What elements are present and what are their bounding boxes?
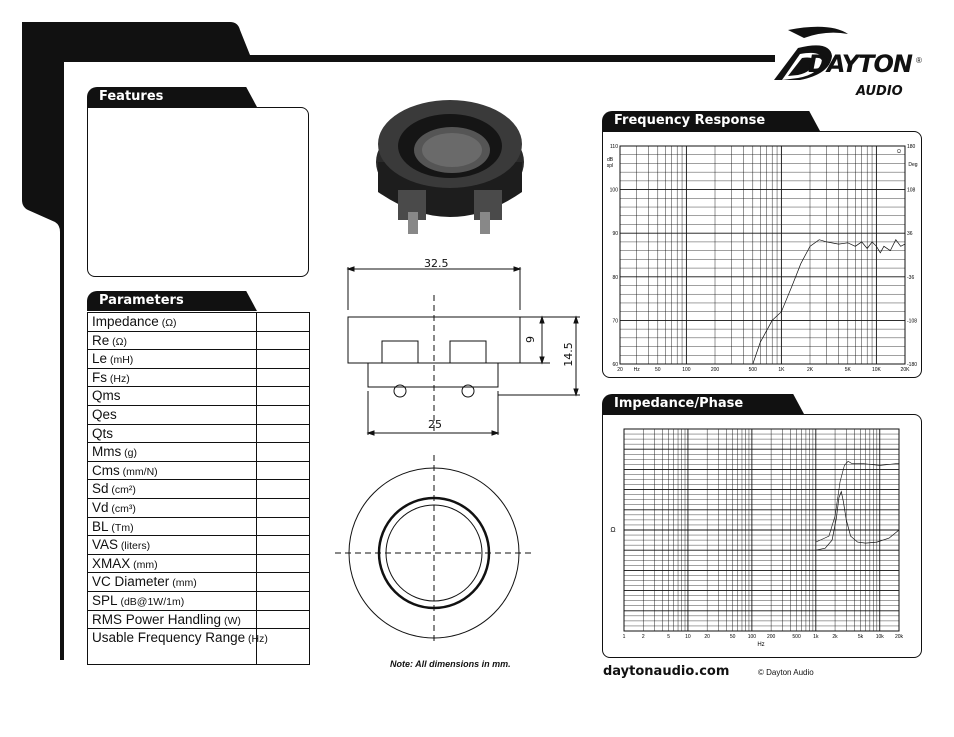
freq-x-tick: 2K [806, 367, 814, 373]
logo-line2: AUDIO [856, 84, 903, 99]
parameter-value [257, 555, 309, 573]
logo-line1: DAYTON [808, 50, 912, 78]
parameter-unit: (mm) [169, 577, 197, 590]
freq-y-left-tick: 80 [612, 274, 618, 281]
parameter-name: SPL [92, 592, 118, 608]
copyright: © Dayton Audio [758, 668, 814, 677]
impedance-phase-chart [603, 415, 921, 657]
parameter-name: Cms [92, 462, 120, 478]
parameter-row [88, 629, 309, 664]
parameter-unit: (mm/N) [119, 465, 158, 478]
freq-y-right-tick: -180 [907, 362, 918, 368]
parameter-row [88, 462, 309, 481]
parameter-unit: (cm³) [108, 502, 136, 515]
parameter-label [88, 387, 257, 405]
parameter-row [88, 387, 309, 406]
parameter-unit: (mm) [130, 558, 158, 571]
freq-x-tick: 200 [710, 367, 720, 373]
parameter-unit: (Hz) [107, 372, 130, 385]
freq-x-tick: 50 [655, 367, 661, 373]
freq-y-right-tick: 180 [907, 144, 916, 150]
parameter-name: RMS Power Handling [92, 611, 222, 627]
imp-x-tick: 5k [857, 634, 864, 640]
parameter-name: Sd [92, 481, 109, 497]
parameter-value [257, 462, 309, 480]
freq-y-right-unit: Deg [908, 162, 918, 168]
features-header: Features [87, 87, 239, 107]
parameter-value [257, 592, 309, 610]
freq-y-left-unit: spl [606, 163, 614, 169]
parameter-label [88, 313, 257, 331]
freq-y-right-tick: 108 [907, 187, 916, 194]
parameter-label [88, 369, 257, 387]
imp-x-tick: 100 [747, 634, 757, 640]
parameter-label [88, 425, 257, 443]
frequency-response-chart [603, 132, 921, 377]
impedance-phase-panel [602, 414, 922, 658]
dim-bottom-width: 25 [428, 418, 442, 431]
parameter-row [88, 518, 309, 537]
parameter-value [257, 536, 309, 554]
parameter-row [88, 332, 309, 351]
imp-x-tick: 50 [729, 634, 736, 640]
parameter-unit: (mH) [107, 354, 134, 367]
parameter-label [88, 462, 257, 480]
parameter-row [88, 592, 309, 611]
parameter-value [257, 611, 309, 629]
parameter-unit: (liters) [118, 540, 151, 553]
parameter-row [88, 611, 309, 630]
front-view-drawing [335, 455, 535, 645]
parameter-value [257, 387, 309, 405]
freq-x-tick: 10K [871, 367, 881, 373]
parameter-value [257, 518, 309, 536]
freq-x-tick: 5K [844, 367, 851, 373]
dim-top-width: 32.5 [424, 257, 449, 270]
freq-y-left-tick: 60 [612, 362, 618, 368]
freq-response-curve [753, 240, 905, 364]
features-panel [87, 107, 309, 277]
freq-plot-area [620, 146, 905, 364]
parameter-label [88, 518, 257, 536]
parameter-value [257, 406, 309, 424]
parameter-value [257, 313, 309, 331]
parameter-value [257, 629, 309, 664]
imp-x-tick: 10 [685, 634, 691, 640]
parameter-row [88, 555, 309, 574]
parameter-label [88, 443, 257, 461]
parameter-value [257, 369, 309, 387]
parameter-name: XMAX [92, 555, 131, 571]
parameter-label [88, 629, 268, 664]
parameter-unit: (Tm) [108, 521, 134, 534]
frequency-response-header: Frequency Response [602, 111, 802, 131]
parameters-header: Parameters [87, 291, 239, 311]
parameter-row [88, 443, 309, 462]
freq-y-right-tick: -36 [907, 274, 915, 281]
parameter-label [88, 536, 257, 554]
parameter-row [88, 350, 309, 369]
freq-corner-label: Ω [897, 149, 901, 155]
parameter-value [257, 499, 309, 517]
parameter-name: VAS [92, 537, 119, 553]
parameter-row [88, 369, 309, 388]
freq-y-left-unit: dB [606, 157, 614, 163]
parameter-row [88, 499, 309, 518]
parameter-name: BL [92, 518, 109, 534]
parameter-name: Qts [92, 425, 114, 441]
parameter-value [257, 350, 309, 368]
parameter-name: Usable Frequency Range [92, 630, 246, 646]
parameter-label [88, 555, 257, 573]
freq-y-right-tick: 36 [907, 231, 913, 238]
parameter-unit: (W) [221, 614, 241, 627]
imp-x-tick: 1 [622, 634, 626, 640]
parameter-label [88, 573, 257, 591]
dim-height-total: 14.5 [561, 342, 575, 367]
imp-x-tick: 2 [641, 634, 645, 640]
imp-x-tick: 2k [832, 634, 838, 640]
parameter-unit: (Ω) [158, 317, 177, 329]
freq-x-tick: 1K [778, 367, 785, 373]
imp-x-tick: 500 [792, 634, 801, 640]
freq-y-left-tick: 90 [612, 231, 618, 238]
imp-x-tick: 5 [667, 634, 671, 640]
parameter-unit: (Hz) [245, 633, 268, 646]
parameter-value [257, 332, 309, 350]
parameter-label [88, 611, 257, 629]
imp-x-tick: 20 [704, 634, 710, 640]
imp-y-label: Ω [610, 527, 616, 534]
freq-y-left-tick: 110 [610, 144, 618, 150]
freq-y-left-tick: 70 [612, 318, 618, 325]
parameter-value [257, 443, 309, 461]
imp-x-tick: 20k [894, 634, 904, 640]
parameter-name: Qms [92, 388, 121, 404]
imp-x-label: Hz [757, 642, 765, 648]
impedance-curve [816, 492, 899, 551]
parameter-name: Fs [92, 369, 107, 385]
parameter-name: VC Diameter [92, 574, 170, 590]
freq-x-tick: Hz [633, 367, 640, 373]
parameter-name: Le [92, 351, 108, 367]
freq-y-left-tick: 100 [609, 187, 618, 194]
parameter-name: Qes [92, 406, 117, 422]
logo-registered: ® [916, 56, 922, 65]
freq-x-tick: 20K [900, 367, 910, 373]
imp-x-tick: 10k [875, 634, 884, 640]
impedance-phase-header: Impedance/Phase [602, 394, 786, 414]
side-dimension-drawing [340, 255, 590, 455]
parameter-name: Re [92, 332, 110, 348]
parameter-row [88, 425, 309, 444]
imp-x-tick: 1k [813, 634, 819, 640]
imp-x-tick: 200 [766, 634, 776, 640]
parameters-table [87, 312, 310, 665]
parameter-value [257, 425, 309, 443]
parameter-unit: (dB@1W/1m) [117, 595, 185, 608]
freq-x-tick: 500 [748, 367, 757, 373]
parameter-label [88, 350, 257, 368]
website-link[interactable]: daytonaudio.com [603, 664, 730, 679]
parameter-row [88, 406, 309, 425]
parameter-label [88, 480, 257, 498]
dim-height-inner: 9 [524, 336, 537, 343]
parameter-row [88, 573, 309, 592]
parameter-name: Impedance [92, 314, 159, 329]
parameter-name: Mms [92, 444, 122, 460]
freq-x-tick: 100 [682, 367, 691, 373]
dimension-note: Note: All dimensions in mm. [390, 659, 511, 669]
dayton-audio-logo [770, 22, 930, 102]
parameter-value [257, 573, 309, 591]
parameter-row [88, 313, 309, 332]
parameter-label [88, 592, 257, 610]
freq-y-right-tick: -108 [907, 318, 918, 325]
parameter-unit: (Ω) [109, 335, 128, 348]
parameter-label [88, 406, 257, 424]
speaker-photo [360, 92, 540, 242]
parameter-label [88, 499, 257, 517]
freq-x-tick: 20 [617, 367, 623, 373]
parameter-unit: (cm²) [108, 484, 136, 497]
parameter-name: Vd [92, 499, 109, 515]
parameter-value [257, 480, 309, 498]
parameter-label [88, 332, 257, 350]
parameter-row [88, 536, 309, 555]
parameter-unit: (g) [121, 447, 137, 460]
parameter-row [88, 480, 309, 499]
frequency-response-panel [602, 131, 922, 378]
